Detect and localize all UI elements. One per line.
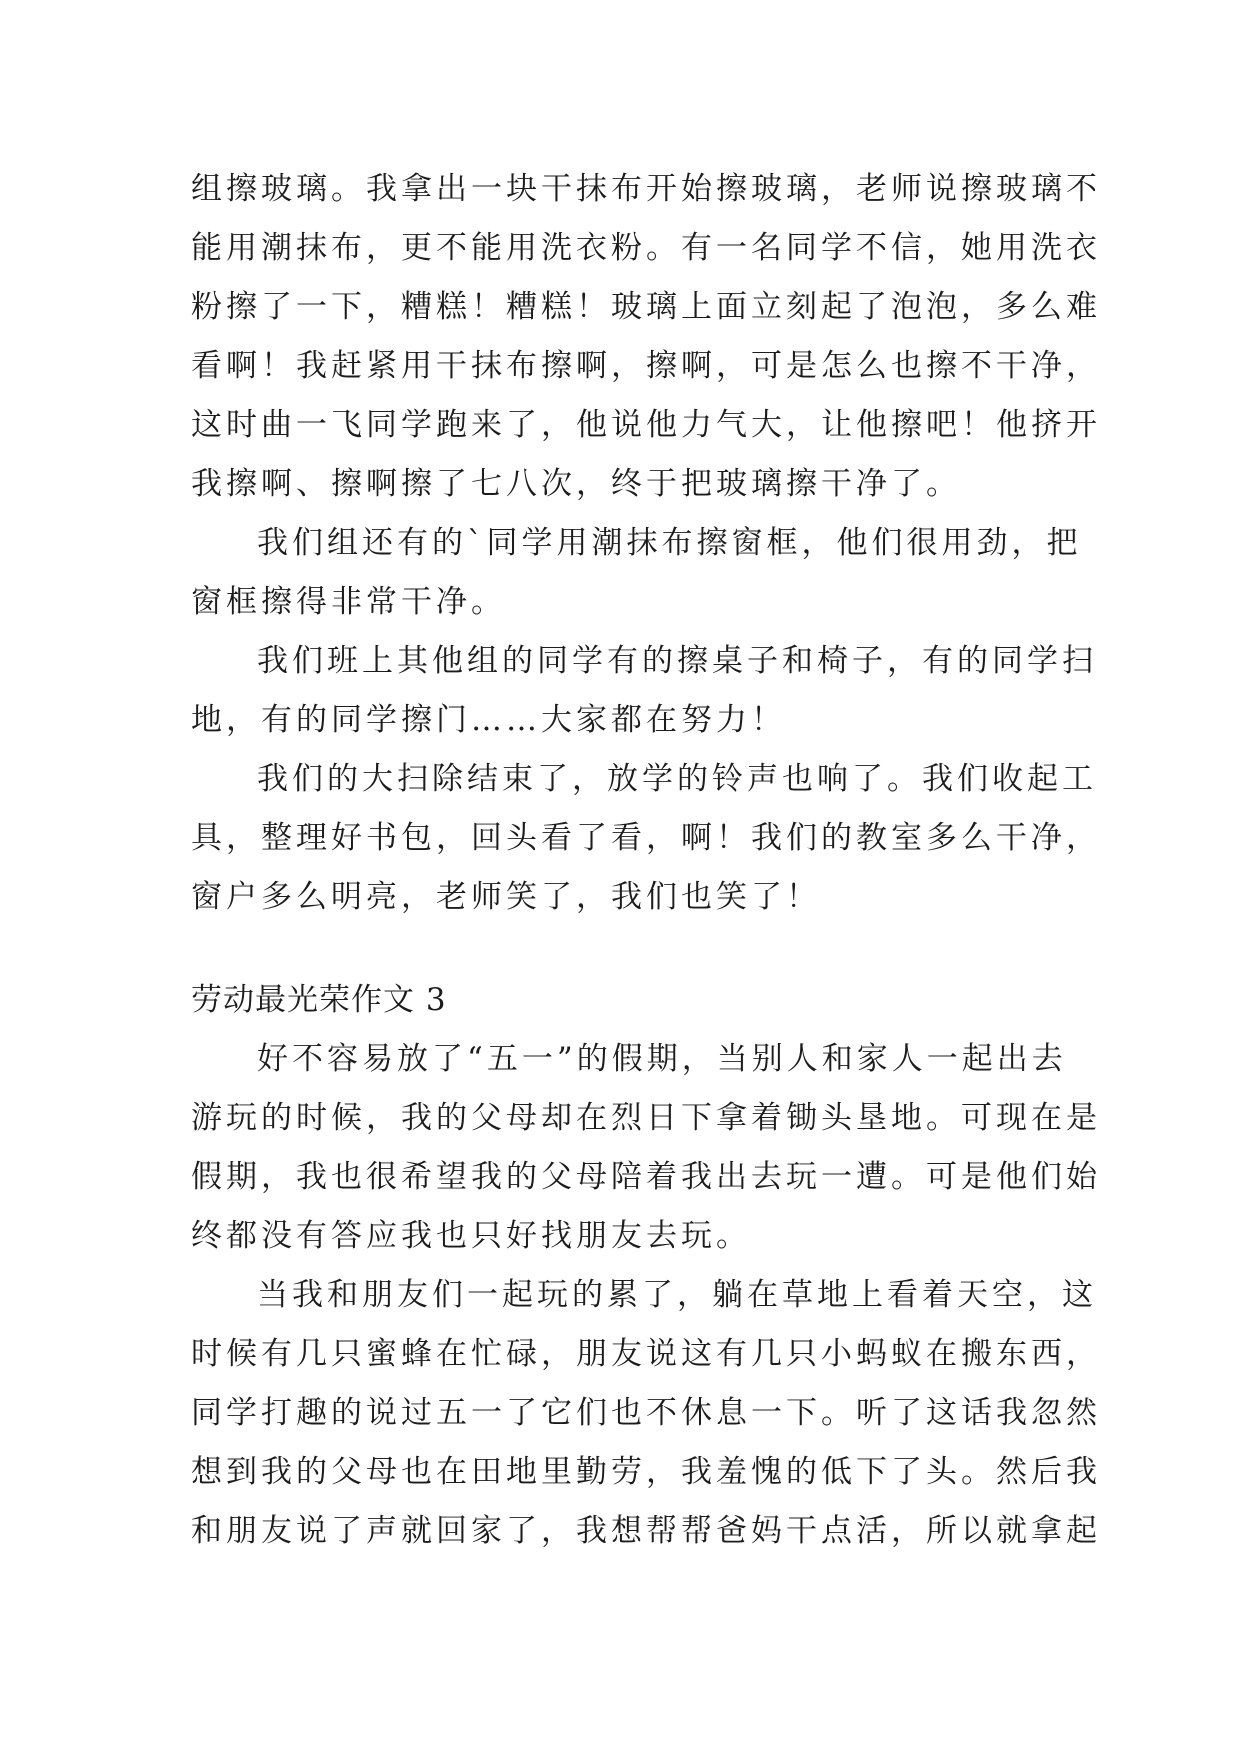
paragraph-first-line: 我们组还有的`同学用潮抹布擦窗框，他们很用劲，把 <box>257 525 1082 561</box>
text-line: 地，有的同学擦门……大家都在努力！ <box>191 702 786 738</box>
text-line: 我擦啊、擦啊擦了七八次，终于把玻璃擦干净了。 <box>191 466 961 502</box>
text-line: 同学打趣的说过五一了它们也不休息一下。听了这话我忽然 <box>191 1395 1101 1431</box>
text-line: 和朋友说了声就回家了，我想帮帮爸妈干点活，所以就拿起 <box>191 1513 1101 1549</box>
text-line: 想到我的父母也在田地里勤劳，我羞愧的低下了头。然后我 <box>191 1454 1101 1490</box>
text-line: 终都没有答应我也只好找朋友去玩。 <box>191 1218 751 1254</box>
text-line: 假期，我也很希望我的父母陪着我出去玩一遭。可是他们始 <box>191 1159 1101 1195</box>
section-gap <box>191 927 1051 971</box>
text-line: 窗框擦得非常干净。 <box>191 584 506 620</box>
paragraph-first-line: 当我和朋友们一起玩的累了，躺在草地上看着天空，这 <box>257 1277 1097 1313</box>
section-heading: 劳动最光荣作文 3 <box>191 982 447 1018</box>
text-line: 粉擦了一下，糟糕！糟糕！玻璃上面立刻起了泡泡，多么难 <box>191 289 1101 325</box>
paragraph-first-line: 我们的大扫除结束了，放学的铃声也响了。我们收起工 <box>257 761 1097 797</box>
text-line: 组擦玻璃。我拿出一块干抹布开始擦玻璃，老师说擦玻璃不 <box>191 171 1101 207</box>
text-line: 能用潮抹布，更不能用洗衣粉。有一名同学不信，她用洗衣 <box>191 230 1101 266</box>
text-line: 具，整理好书包，回头看了看，啊！我们的教室多么干净， <box>191 820 1101 856</box>
paragraph-first-line: 我们班上其他组的同学有的擦桌子和椅子，有的同学扫 <box>257 643 1097 679</box>
text-line: 窗户多么明亮，老师笑了，我们也笑了！ <box>191 879 821 915</box>
text-line: 时候有几只蜜蜂在忙碌，朋友说这有几只小蚂蚁在搬东西， <box>191 1336 1101 1372</box>
text-line: 看啊！我赶紧用干抹布擦啊，擦啊，可是怎么也擦不干净， <box>191 348 1101 384</box>
text-line: 游玩的时候，我的父母却在烈日下拿着锄头垦地。可现在是 <box>191 1100 1101 1136</box>
text-line: 这时曲一飞同学跑来了，他说他力气大，让他擦吧！他挤开 <box>191 407 1101 443</box>
paragraph-first-line: 好不容易放了“五一”的假期，当别人和家人一起出去 <box>257 1041 1067 1077</box>
document-body <box>191 160 1101 1561</box>
